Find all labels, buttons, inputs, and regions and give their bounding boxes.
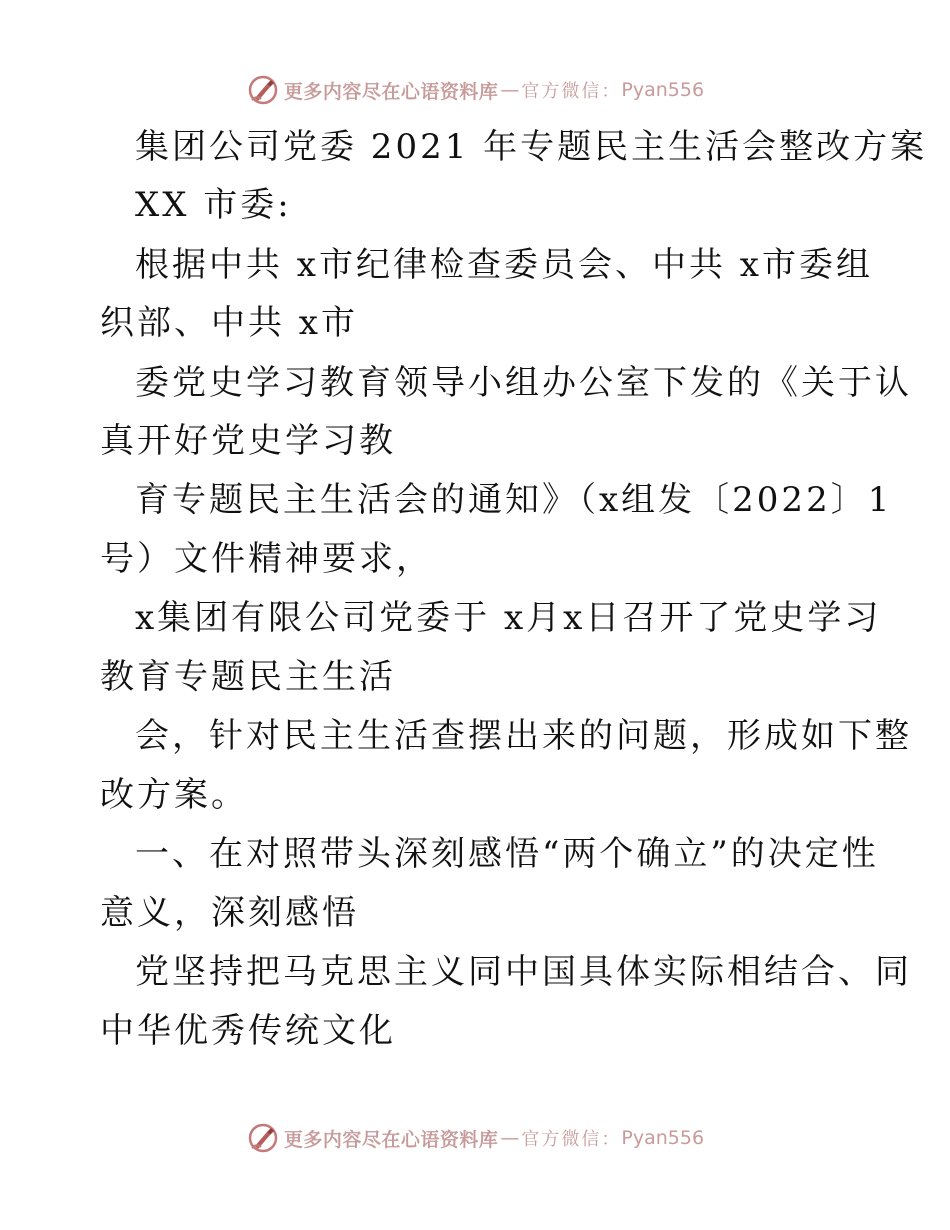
pen-logo-icon: [246, 1121, 280, 1155]
paragraph-line: 党坚持把马克思主义同中国具体实际相结合、同: [135, 952, 912, 992]
section-heading-line: 意义，深刻感悟: [100, 893, 359, 933]
watermark-wechat-id: Pyan556: [621, 79, 705, 101]
section-heading-line: 一、在对照带头深刻感悟“两个确立”的决定性: [135, 834, 879, 874]
paragraph-line: 根据中共 x市纪律检查委员会、中共 x市委组: [135, 245, 873, 285]
paragraph-line: 育专题民主生活会的通知》（x组发〔2022〕1: [135, 480, 893, 520]
watermark-dash: —: [500, 79, 520, 101]
header-watermark: [0, 70, 950, 110]
watermark-text: 更多内容尽在心语资料库: [283, 80, 499, 103]
paragraph-line: 教育专题民主生活: [100, 657, 396, 697]
paragraph-line: 中华优秀传统文化: [100, 1011, 396, 1051]
paragraph-line: 织部、中共 x市: [100, 303, 358, 343]
watermark-text: 更多内容尽在心语资料库: [283, 1128, 499, 1151]
paragraph-line: x集团有限公司党委于 x月x日召开了党史学习: [135, 598, 882, 638]
watermark-dash: —: [500, 1127, 520, 1149]
watermark-wechat-label: 官方微信：: [521, 81, 622, 102]
salutation: XX 市委:: [135, 185, 292, 225]
paragraph-line: 号）文件精神要求，: [100, 539, 433, 579]
watermark-wechat-id: Pyan556: [621, 1127, 705, 1149]
paragraph-line: 真开好党史学习教: [100, 421, 396, 461]
paragraph-line: 会，针对民主生活查摆出来的问题，形成如下整: [135, 716, 912, 756]
document-title: 集团公司党委 2021 年专题民主生活会整改方案: [135, 127, 928, 167]
paragraph-line: 委党史学习教育领导小组办公室下发的《关于认: [135, 363, 912, 403]
paragraph-line: 改方案。: [100, 775, 248, 815]
footer-watermark: [0, 1118, 950, 1158]
watermark-wechat-label: 官方微信：: [521, 1129, 622, 1150]
pen-logo-icon: [246, 73, 280, 107]
